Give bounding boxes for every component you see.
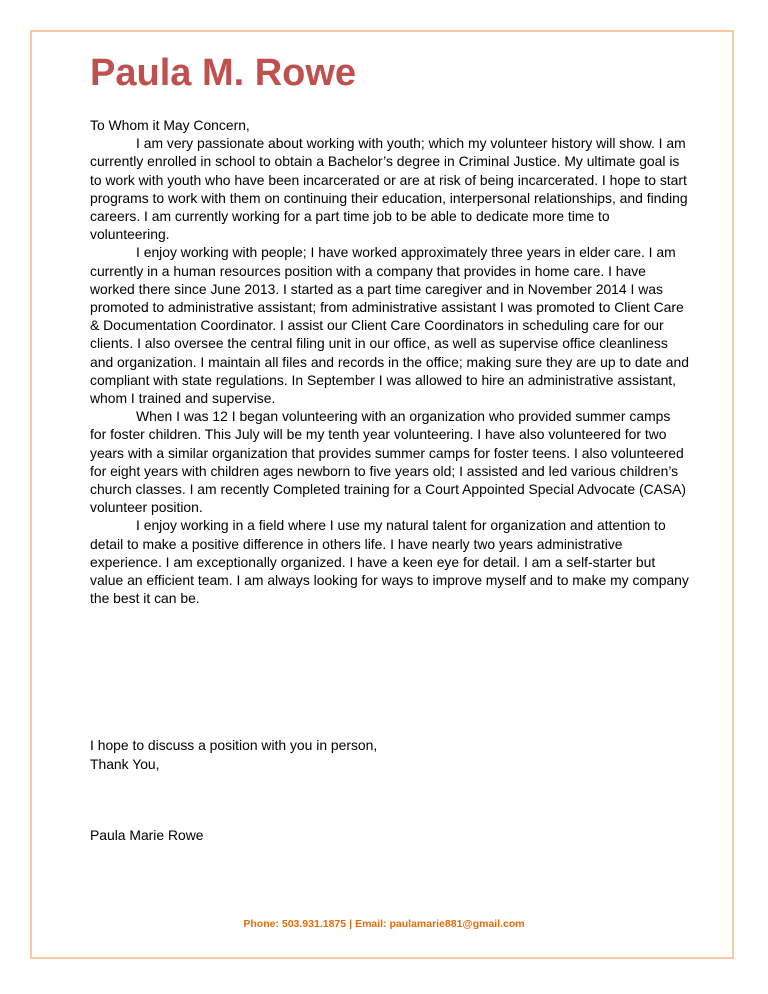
applicant-name-heading: Paula M. Rowe bbox=[90, 52, 357, 94]
paragraph-volunteer-history: When I was 12 I began volunteering with an organization who provided summer camps for foster children. This July will be my tenth year volunteering. I have also volunteered for two years with a similar organization that provides summer camps for foster teens. I also volunteered for eight years with children ages newborn to five years old; I assisted and led various children’s church classes. I am recently Completed training for a Court Appointed Special Advocate (CASA) volunteer position. bbox=[90, 408, 687, 516]
footer-separator: | bbox=[349, 918, 353, 930]
contact-footer bbox=[0, 918, 768, 930]
footer-email: Email: paulamarie881@gmail.com bbox=[355, 918, 525, 930]
footer-phone: Phone: 503.931.1875 bbox=[243, 918, 347, 930]
paragraph-youth-passion: I am very passionate about working with youth; which my volunteer history will show. I am currently enrolled in school to obtain a Bachelor’s degree in Criminal Justice. My ultimate goal is to work with youth who have been incarcerated or are at risk of being incarcerated. I hope to start programs to work with them on continuing their education, interpersonal relationships, and finding careers. I am currently working for a part time job to be able to dedicate more time to volunteering. bbox=[90, 135, 688, 243]
sign-off: Thank You, bbox=[90, 756, 160, 772]
salutation: To Whom it May Concern, bbox=[90, 117, 250, 133]
paragraph-work-experience: I enjoy working with people; I have worked approximately three years in elder care. I am currently in a human resources position with a company that provides in home care. I have worked there since June 2013. I started as a part time caregiver and in November 2014 I was promoted to administrative assistant; from administrative assistant I was promoted to Client Care & Documentation Coordinator. I assist our Client Care Coordinators in scheduling care for our clients. I also oversee the central filing unit in our office, as well as supervise office cleanliness and organization. I maintain all files and records in the office; making sure they are up to date and compliant with state regulations. In September I was allowed to hire an administrative assistant, whom I trained and supervise. bbox=[90, 244, 689, 407]
signature-name: Paula Marie Rowe bbox=[90, 827, 204, 843]
letter-body bbox=[90, 116, 690, 607]
closing-line: I hope to discuss a position with you in person, bbox=[90, 737, 378, 753]
closing-block bbox=[90, 736, 377, 774]
paragraph-strengths: I enjoy working in a field where I use my natural talent for organization and attention to detail to make a positive difference in others life. I have nearly two years administrative experience. I am exceptionally organized. I have a keen eye for detail. I am a self-starter but value an efficient team. I am always looking for ways to improve myself and to make my company the best it can be. bbox=[90, 517, 689, 607]
